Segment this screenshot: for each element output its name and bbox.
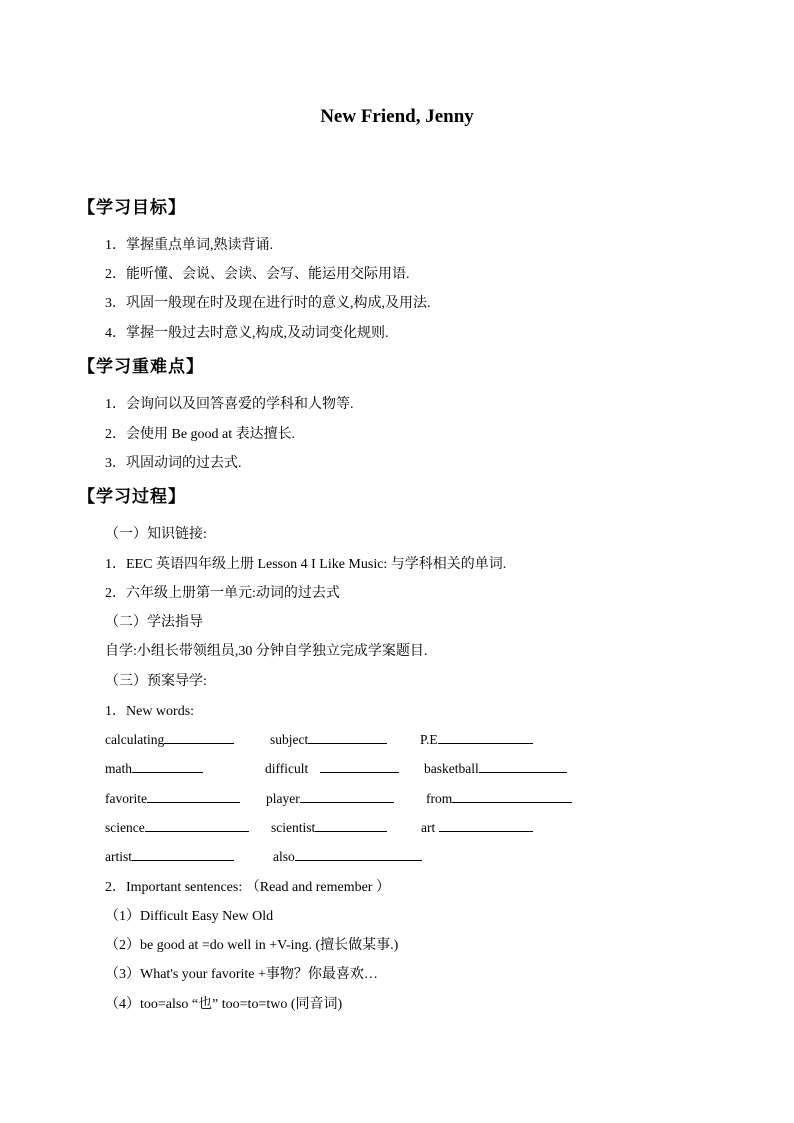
word-label: calculating (105, 732, 165, 747)
word-label: favorite (105, 791, 147, 806)
word-item (271, 819, 387, 836)
key-point-item: 3．巩固动词的过去式. (105, 456, 242, 471)
words-heading: 1．New words: (105, 704, 195, 719)
word-label: math (105, 761, 132, 776)
word-blank[interactable] (147, 790, 240, 803)
word-label: science (105, 820, 145, 835)
sentences-heading: 2．Important sentences: （Read and remember ） (105, 880, 390, 895)
goals-heading: 【学习目标】 (78, 198, 186, 217)
word-item (105, 760, 203, 777)
word-item (420, 731, 533, 748)
word-blank[interactable] (132, 760, 203, 773)
word-item (270, 731, 387, 748)
word-blank[interactable] (145, 819, 249, 832)
word-label: difficult (265, 761, 309, 776)
word-item (105, 790, 240, 807)
word-blank[interactable] (164, 731, 234, 744)
word-blank[interactable] (438, 731, 533, 744)
sentence-item: （4）too=also “也” too=to=two (同音词) (105, 997, 343, 1012)
word-blank[interactable] (452, 790, 572, 803)
key-points-heading: 【学习重难点】 (78, 357, 204, 376)
word-label: scientist (271, 820, 316, 835)
goal-item: 2．能听懂、会说、会读、会写、能运用交际用语. (105, 267, 410, 282)
sentence-item: （1）Difficult Easy New Old (105, 909, 274, 924)
word-label: art (421, 820, 436, 835)
process-heading: 【学习过程】 (78, 487, 186, 506)
word-blank[interactable] (308, 731, 387, 744)
word-blank[interactable] (320, 760, 399, 773)
word-blank[interactable] (295, 848, 422, 861)
link-item: 2．六年级上册第一单元:动词的过去式 (105, 586, 340, 601)
word-blank[interactable] (439, 819, 533, 832)
word-label: P.E (420, 732, 438, 747)
word-item (265, 760, 399, 777)
sentence-item: （2）be good at =do well in +V-ing. (擅长做某事.) (105, 938, 399, 953)
word-label: subject (270, 732, 309, 747)
method-heading: （二）学法指导 (105, 615, 203, 630)
word-blank[interactable] (300, 790, 394, 803)
word-item (273, 848, 422, 865)
goal-item: 1．掌握重点单词,熟读背诵. (105, 238, 273, 253)
goal-item: 3．巩固一般现在时及现在进行时的意义,构成,及用法. (105, 296, 431, 311)
word-item (105, 848, 234, 865)
key-point-item: 2．会使用 Be good at 表达擅长. (105, 427, 296, 442)
link-heading: （一）知识链接: (105, 527, 207, 542)
word-item (266, 790, 394, 807)
word-item (424, 760, 567, 777)
method-text: 自学:小组长带领组员,30 分钟自学独立完成学案题目. (105, 644, 428, 659)
key-point-item: 1．会询问以及回答喜爱的学科和人物等. (105, 397, 354, 412)
sentence-item: （3）What's your favorite +事物？你最喜欢… (105, 967, 378, 982)
link-item: 1．EEC 英语四年级上册 Lesson 4 I Like Music: 与学科相关的单词. (105, 557, 507, 572)
word-blank[interactable] (479, 760, 567, 773)
document-title: New Friend, Jenny (320, 106, 474, 127)
word-item (105, 819, 249, 836)
word-label: also (273, 849, 295, 864)
word-blank[interactable] (132, 848, 234, 861)
word-label: from (426, 791, 453, 806)
word-blank[interactable] (315, 819, 387, 832)
preview-heading: （三）预案导学: (105, 674, 207, 689)
word-item (421, 819, 533, 836)
word-label: player (266, 791, 300, 806)
word-label: artist (105, 849, 132, 864)
goal-item: 4．掌握一般过去时意义,构成,及动词变化规则. (105, 326, 389, 341)
word-item (105, 731, 234, 748)
word-label: basketball (424, 761, 479, 776)
word-item (426, 790, 572, 807)
